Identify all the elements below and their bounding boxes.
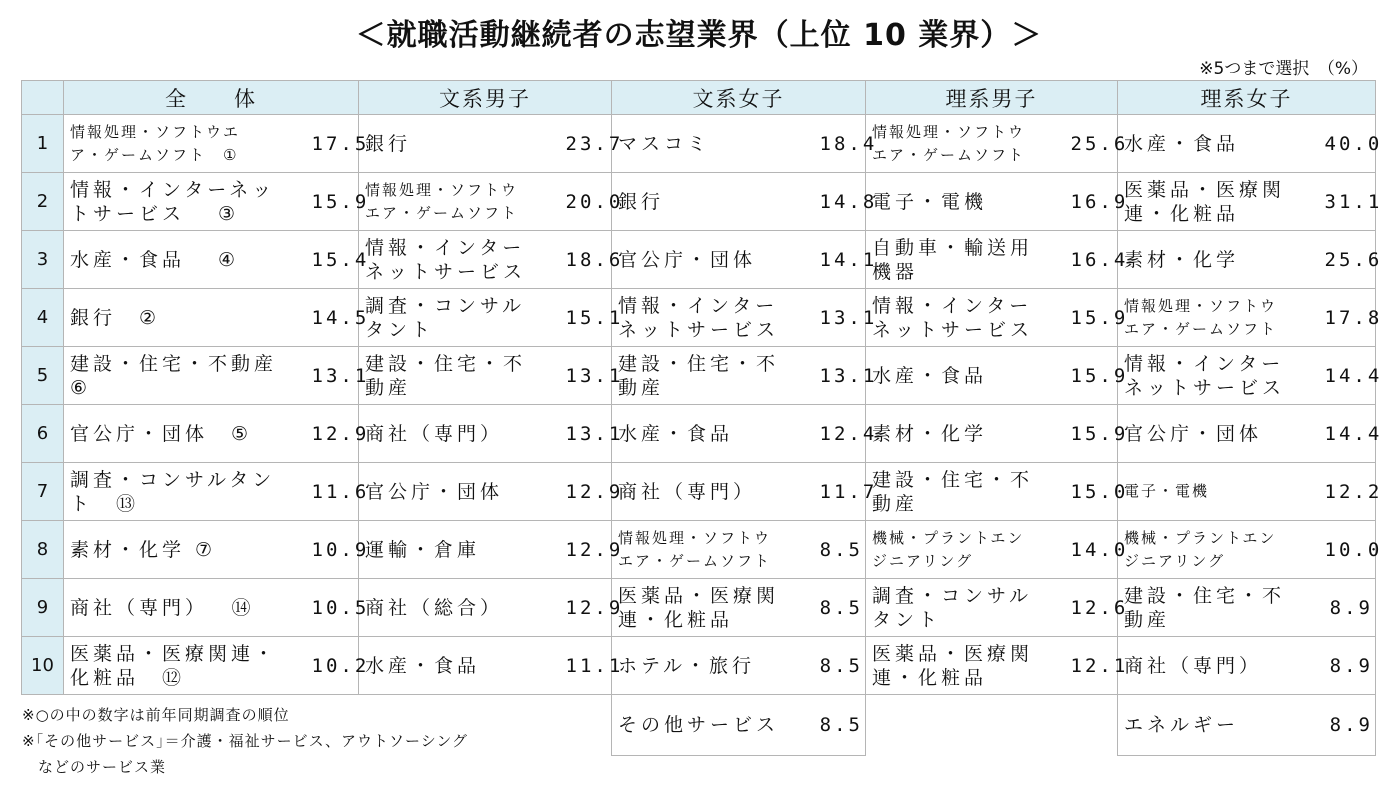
percent-value-bunkei-joshi: 13.1 [820, 289, 866, 347]
percent-value-bunkei-danshi: 12.9 [566, 579, 612, 637]
industry-name-rikei-joshi: 電子・電機 [1124, 482, 1210, 500]
industry-name-overall: 医薬品・医療関連・ 化粧品 ⑫ [70, 642, 278, 689]
percent-value-rikei-joshi: 14.4 [1325, 405, 1376, 463]
percent-value-overall: 15.9 [312, 173, 359, 231]
industry-cell [64, 463, 312, 521]
industry-cell [612, 347, 820, 405]
percent-value-overall: 15.4 [312, 231, 359, 289]
percent-value-bunkei-joshi: 8.5 [820, 579, 866, 637]
industry-name-rikei-joshi: 情報処理・ソフトウ エア・ゲームソフト [1124, 296, 1278, 338]
industry-name-bunkei-joshi: ホテル・旅行 [618, 654, 756, 677]
percent-value-bunkei-danshi: 11.1 [566, 637, 612, 695]
table-row [22, 521, 1376, 579]
industry-cell [359, 115, 566, 173]
rank-number: 1 [22, 115, 64, 173]
industry-name-overall: 素材・化学 ⑦ [70, 538, 217, 561]
industry-cell [612, 463, 820, 521]
industry-name-bunkei-danshi: 銀行 [365, 132, 412, 155]
rank-number: 10 [22, 637, 64, 695]
percent-value-overall: 10.2 [312, 637, 359, 695]
percent-value-overall: 13.1 [312, 347, 359, 405]
rank-number: 5 [22, 347, 64, 405]
industry-name-bunkei-danshi: 調査・コンサル タント [365, 294, 526, 341]
industry-name-bunkei-joshi: 建設・住宅・不 動産 [618, 352, 780, 399]
industry-name-overall: 情報処理・ソフトウエ ア・ゲームソフト ① [70, 122, 241, 164]
industry-name-rikei-danshi: 調査・コンサル タント [872, 584, 1033, 631]
industry-cell [64, 637, 312, 695]
industry-cell [64, 521, 312, 579]
industry-name-bunkei-danshi: 建設・住宅・不 動産 [365, 352, 527, 399]
industry-cell [1118, 405, 1325, 463]
industry-name-rikei-danshi: 電子・電機 [872, 190, 988, 213]
footnote-other-services-cont: などのサービス業 [22, 758, 167, 776]
industry-name-rikei-joshi-extra: エネルギー [1124, 714, 1240, 736]
percent-value-bunkei-joshi: 8.5 [820, 521, 866, 579]
table-row [22, 463, 1376, 521]
percent-value-rikei-danshi: 15.0 [1071, 463, 1118, 521]
table-row [22, 405, 1376, 463]
percent-value-bunkei-joshi: 8.5 [820, 637, 866, 695]
industry-name-rikei-joshi: 情報・インター ネットサービス [1124, 352, 1286, 399]
percent-value-bunkei-joshi: 12.4 [820, 405, 866, 463]
industry-name-overall: 商社（専門） ⑭ [70, 596, 255, 619]
table-row [22, 347, 1376, 405]
industry-cell [64, 405, 312, 463]
footnote-other-services: ※｢その他サービス｣＝介護・福祉サービス、アウトソーシング [22, 732, 469, 750]
industry-name-rikei-danshi: 素材・化学 [872, 422, 988, 445]
percent-value-rikei-joshi: 14.4 [1325, 347, 1376, 405]
industry-cell [64, 173, 312, 231]
industry-cell [612, 231, 820, 289]
percent-value-rikei-danshi: 16.4 [1071, 231, 1118, 289]
table-row [22, 637, 1376, 695]
industry-name-rikei-danshi: 機械・プラントエン ジニアリング [872, 528, 1025, 570]
industry-name-rikei-danshi: 水産・食品 [872, 364, 988, 387]
industry-name-bunkei-danshi: 水産・食品 [365, 654, 481, 677]
industry-cell [612, 115, 820, 173]
page-title: ＜就職活動継続者の志望業界（上位 10 業界）＞ [355, 18, 1043, 53]
percent-value-rikei-joshi: 40.0 [1325, 115, 1376, 173]
industry-cell [359, 173, 566, 231]
footnote-rank: ※○の中の数字は前年同期調査の順位 [22, 706, 290, 724]
industry-name-bunkei-joshi: 商社（専門） [618, 480, 757, 503]
industry-name-bunkei-danshi: 官公庁・団体 [365, 480, 504, 503]
percent-value-rikei-joshi: 31.1 [1325, 173, 1376, 231]
industry-cell [1118, 173, 1325, 231]
column-header-overall: 全 体 [64, 81, 359, 115]
percent-value-bunkei-danshi: 13.1 [566, 347, 612, 405]
percent-value-bunkei-danshi: 12.9 [566, 521, 612, 579]
industry-name-bunkei-joshi: マスコミ [618, 132, 711, 155]
industry-name-rikei-joshi: 商社（専門） [1124, 654, 1263, 677]
industry-name-overall: 建設・住宅・不動産 ⑥ [70, 352, 278, 399]
percent-value-bunkei-danshi: 15.1 [566, 289, 612, 347]
table-row [22, 231, 1376, 289]
column-header-bunkei-danshi: 文系男子 [359, 81, 612, 115]
percent-value-rikei-joshi: 8.9 [1325, 637, 1376, 695]
industry-cell [612, 289, 820, 347]
industry-cell [359, 463, 566, 521]
industry-name-bunkei-joshi: 官公庁・団体 [618, 248, 757, 271]
industry-name-rikei-danshi: 自動車・輸送用 機器 [872, 236, 1034, 283]
percent-value-bunkei-joshi-extra: 8.5 [820, 695, 866, 756]
industry-cell [866, 521, 1071, 579]
percent-value-overall: 10.5 [312, 579, 359, 637]
percent-value-bunkei-joshi: 13.1 [820, 347, 866, 405]
industry-cell [612, 405, 820, 463]
industry-cell [1118, 289, 1325, 347]
industry-name-bunkei-joshi: 医薬品・医療関 連・化粧品 [618, 584, 780, 631]
percent-value-overall: 12.9 [312, 405, 359, 463]
industry-name-rikei-danshi: 医薬品・医療関 連・化粧品 [872, 642, 1034, 689]
industry-name-bunkei-danshi: 運輸・倉庫 [365, 538, 481, 561]
industry-name-bunkei-joshi-extra: その他サービス [618, 714, 780, 736]
industry-cell [866, 231, 1071, 289]
table-row [22, 579, 1376, 637]
rank-number: 7 [22, 463, 64, 521]
rank-number: 2 [22, 173, 64, 231]
industry-cell [359, 405, 566, 463]
table-row [22, 289, 1376, 347]
percent-value-overall: 10.9 [312, 521, 359, 579]
industry-cell [1118, 463, 1325, 521]
industry-name-rikei-joshi: 水産・食品 [1124, 132, 1240, 155]
industry-cell [612, 579, 820, 637]
percent-value-overall: 14.5 [312, 289, 359, 347]
industry-name-rikei-joshi: 官公庁・団体 [1124, 422, 1263, 445]
percent-value-rikei-joshi: 25.6 [1325, 231, 1376, 289]
percent-value-rikei-danshi: 12.1 [1071, 637, 1118, 695]
industry-cell [359, 231, 566, 289]
percent-value-rikei-joshi: 17.8 [1325, 289, 1376, 347]
industry-name-bunkei-danshi: 情報処理・ソフトウ エア・ゲームソフト [365, 180, 519, 222]
industry-name-rikei-danshi: 情報処理・ソフトウ エア・ゲームソフト [872, 122, 1026, 164]
rank-header [22, 81, 64, 115]
industry-name-bunkei-danshi: 情報・インター ネットサービス [365, 236, 527, 283]
percent-value-rikei-danshi: 15.9 [1071, 405, 1118, 463]
industry-name-bunkei-joshi: 情報・インター ネットサービス [618, 294, 780, 341]
industry-cell [866, 405, 1071, 463]
industry-cell [1118, 579, 1325, 637]
industry-name-rikei-joshi: 医薬品・医療関 連・化粧品 [1124, 178, 1286, 225]
industry-name-bunkei-danshi: 商社（総合） [365, 596, 504, 619]
percent-value-bunkei-danshi: 12.9 [566, 463, 612, 521]
percent-value-rikei-danshi: 16.9 [1071, 173, 1118, 231]
industry-name-rikei-joshi: 機械・プラントエン ジニアリング [1124, 528, 1277, 570]
percent-value-rikei-danshi: 14.0 [1071, 521, 1118, 579]
rank-number: 9 [22, 579, 64, 637]
industry-cell [64, 289, 312, 347]
percent-value-bunkei-danshi: 20.0 [566, 173, 612, 231]
percent-value-rikei-joshi: 8.9 [1325, 579, 1376, 637]
percent-value-bunkei-joshi: 11.7 [820, 463, 866, 521]
industry-cell [64, 115, 312, 173]
rank-number: 6 [22, 405, 64, 463]
percent-value-overall: 17.5 [312, 115, 359, 173]
industry-name-overall: 水産・食品 ④ [70, 248, 240, 271]
header-row [22, 81, 1376, 115]
industry-name-rikei-danshi: 情報・インター ネットサービス [872, 294, 1034, 341]
industry-cell [359, 347, 566, 405]
industry-name-bunkei-joshi: 銀行 [618, 190, 665, 213]
industry-cell [866, 347, 1071, 405]
industry-cell [612, 173, 820, 231]
industry-cell [1118, 637, 1325, 695]
industry-name-bunkei-danshi: 商社（専門） [365, 422, 504, 445]
percent-value-rikei-joshi: 12.2 [1325, 463, 1376, 521]
percent-value-bunkei-joshi: 14.1 [820, 231, 866, 289]
industry-cell [1118, 231, 1325, 289]
selection-note: ※5つまで選択 （%） [1199, 59, 1368, 79]
industry-cell [612, 637, 820, 695]
industry-name-rikei-danshi: 建設・住宅・不 動産 [872, 468, 1034, 515]
industry-cell [612, 521, 820, 579]
industry-cell [866, 173, 1071, 231]
industry-cell [64, 347, 312, 405]
percent-value-rikei-danshi: 25.6 [1071, 115, 1118, 173]
percent-value-bunkei-joshi: 18.4 [820, 115, 866, 173]
industry-cell [359, 637, 566, 695]
industry-cell [359, 579, 566, 637]
industry-cell [359, 521, 566, 579]
table-row [22, 173, 1376, 231]
rank-number: 8 [22, 521, 64, 579]
industry-cell [866, 579, 1071, 637]
percent-value-bunkei-danshi: 18.6 [566, 231, 612, 289]
percent-value-rikei-joshi: 10.0 [1325, 521, 1376, 579]
industry-cell [64, 579, 312, 637]
industry-cell [1118, 347, 1325, 405]
industry-cell [1118, 521, 1325, 579]
industry-cell [359, 289, 566, 347]
percent-value-rikei-danshi: 12.6 [1071, 579, 1118, 637]
industry-cell [866, 463, 1071, 521]
column-header-rikei-joshi: 理系女子 [1118, 81, 1376, 115]
table-row [22, 115, 1376, 173]
industry-name-rikei-joshi: 建設・住宅・不 動産 [1124, 584, 1286, 631]
percent-value-rikei-danshi: 15.9 [1071, 289, 1118, 347]
industry-cell [64, 231, 312, 289]
industry-name-overall: 調査・コンサルタン ト ⑬ [70, 468, 276, 515]
industry-cell [866, 289, 1071, 347]
percent-value-bunkei-danshi: 13.1 [566, 405, 612, 463]
rank-number: 4 [22, 289, 64, 347]
column-header-bunkei-joshi: 文系女子 [612, 81, 866, 115]
industry-name-bunkei-joshi: 水産・食品 [618, 422, 734, 445]
industry-name-overall: 銀行 ② [70, 306, 161, 329]
percent-value-bunkei-danshi: 23.7 [566, 115, 612, 173]
percent-value-rikei-joshi-extra: 8.9 [1325, 695, 1376, 756]
industry-cell [1118, 115, 1325, 173]
industry-cell [866, 637, 1071, 695]
percent-value-bunkei-joshi: 14.8 [820, 173, 866, 231]
ranking-table [21, 80, 1383, 756]
industry-cell [866, 115, 1071, 173]
industry-name-bunkei-joshi: 情報処理・ソフトウ エア・ゲームソフト [618, 528, 772, 570]
rank-number: 3 [22, 231, 64, 289]
industry-name-rikei-joshi: 素材・化学 [1124, 248, 1240, 271]
industry-name-overall: 情報・インターネッ トサービス ③ [70, 178, 276, 225]
percent-value-overall: 11.6 [312, 463, 359, 521]
percent-value-rikei-danshi: 15.9 [1071, 347, 1118, 405]
industry-name-overall: 官公庁・団体 ⑤ [70, 422, 253, 445]
column-header-rikei-danshi: 理系男子 [866, 81, 1118, 115]
